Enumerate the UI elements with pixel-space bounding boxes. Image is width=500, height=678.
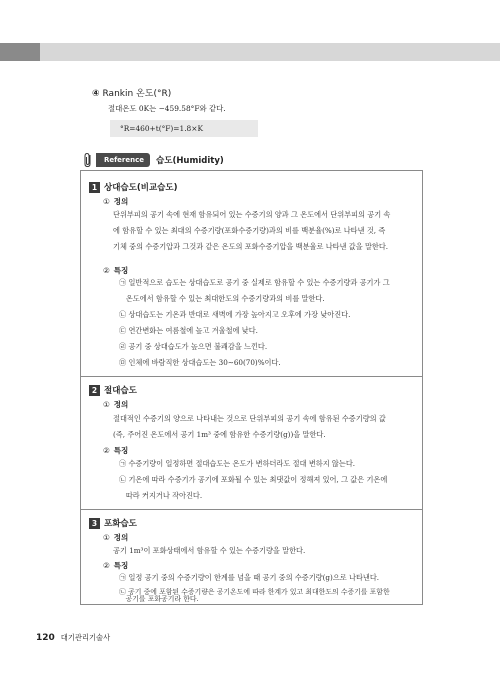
paragraph-line: 기체 중의 수증기압과 그것과 같은 온도의 포화수증기압을 백분율로 나타낸 값을 말한다.: [113, 242, 389, 251]
list-item: ㉠ 일반적으로 습도는 상대습도로 공기 중 실제로 함유할 수 있는 수증기량과 공기가 그: [119, 278, 390, 287]
circled-number: ①: [103, 400, 110, 409]
paragraph-line: (즉, 주어진 온도에서 공기 1m³ 중에 함유한 수증기량(g))을 말한다.: [113, 430, 326, 439]
subheading-definition: [103, 532, 128, 543]
section-heading: [89, 384, 137, 396]
subheading-label: 특징: [113, 266, 129, 275]
reference-title: 습도(Humidity): [156, 156, 224, 166]
section-title: 절대습도: [104, 386, 137, 396]
list-item: ㉤ 인체에 바람직한 상대습도는 30∼60(70)%이다.: [119, 358, 281, 367]
rankin-heading: [92, 86, 171, 99]
section-heading: [89, 517, 137, 529]
section-number: 2: [89, 385, 100, 396]
subheading-definition: [103, 196, 128, 207]
circled-number: ②: [103, 446, 110, 455]
page-header-bar: [0, 43, 500, 61]
list-item: ㉢ 연간변화는 여름철에 높고 겨울철에 낮다.: [119, 326, 258, 335]
paperclip-icon: [82, 152, 94, 168]
circled-number: ①: [103, 533, 110, 542]
list-item: 따라 커지거나 작아진다.: [119, 491, 203, 500]
humidity-box: [80, 170, 423, 605]
paragraph-line: 단위부피의 공기 속에 현재 함유되어 있는 수증기의 양과 그 온도에서 단위부피의 공기 속: [113, 210, 391, 219]
paragraph-line: 절대적인 수증기의 양으로 나타내는 것으로 단위부피의 공기 속에 함유된 수증기량의 값: [113, 414, 386, 423]
list-item: ㉣ 공기 중 상대습도가 높으면 불쾌감을 느낀다.: [119, 342, 268, 351]
book-title: 대기관리기술사: [60, 633, 111, 642]
page-header-tab: [0, 43, 40, 61]
subheading-label: 정의: [113, 533, 129, 542]
list-item: 온도에서 함유할 수 있는 최대한도의 수증기량과의 비를 말한다.: [119, 294, 325, 303]
subheading-label: 정의: [113, 400, 129, 409]
section-title: 포화습도: [104, 519, 137, 529]
list-item: ㉡ 공기 중에 포함된 수증기량은 공기온도에 따라 한계가 있고 최대한도의 수증기를 포함한: [119, 588, 390, 596]
subheading-definition: [103, 399, 128, 410]
reference-tag: Reference: [96, 153, 150, 167]
page-number: 120: [36, 633, 55, 643]
list-item: ㉠ 일정 공기 중의 수증기량이 한계를 넘을 때 공기 중의 수증기량(g)으로 나타낸다.: [119, 573, 380, 582]
list-item: ㉠ 수증기량이 일정하면 절대습도는 온도가 변하더라도 절대 변하지 않는다.: [119, 459, 356, 468]
rankin-formula: °R=460+t(°F)=1.8×K: [110, 120, 258, 137]
subheading-label: 특징: [113, 561, 129, 570]
section-heading: [89, 181, 177, 193]
list-item: ㉡ 기온에 따라 수증기가 공기에 포화될 수 있는 최댓값이 정해져 있어, 그 값은 기온에: [119, 475, 388, 484]
rankin-label: ④: [92, 89, 100, 99]
subheading-label: 정의: [113, 197, 129, 206]
list-item: ㉡ 상대습도는 기온과 반대로 새벽에 가장 높아지고 오후에 가장 낮아진다.: [119, 310, 351, 319]
subheading-features: [103, 445, 128, 456]
circled-number: ②: [103, 266, 110, 275]
section-title: 상대습도(비교습도): [104, 183, 178, 193]
divider: [81, 376, 422, 377]
rankin-title: Rankin 온도(°R): [102, 89, 172, 99]
circled-number: ①: [103, 197, 110, 206]
reference-header: [82, 151, 224, 169]
subheading-label: 특징: [113, 446, 129, 455]
page-footer: [36, 633, 110, 643]
divider: [81, 509, 422, 510]
section-number: 3: [89, 518, 100, 529]
section-number: 1: [89, 182, 100, 193]
paragraph-line: 에 함유할 수 있는 최대의 수증기량(포화수증기량)과의 비를 백분율(%)로 나타낸 것, 즉: [113, 226, 386, 235]
absolute-zero-text: 절대온도 0K는 −459.58°F와 같다.: [108, 104, 226, 113]
list-item: 공기를 포화공기라 한다.: [119, 595, 199, 603]
circled-number: ②: [103, 561, 110, 570]
paragraph-line: 공기 1m³이 포화상태에서 함유할 수 있는 수증기량을 말한다.: [113, 546, 306, 555]
